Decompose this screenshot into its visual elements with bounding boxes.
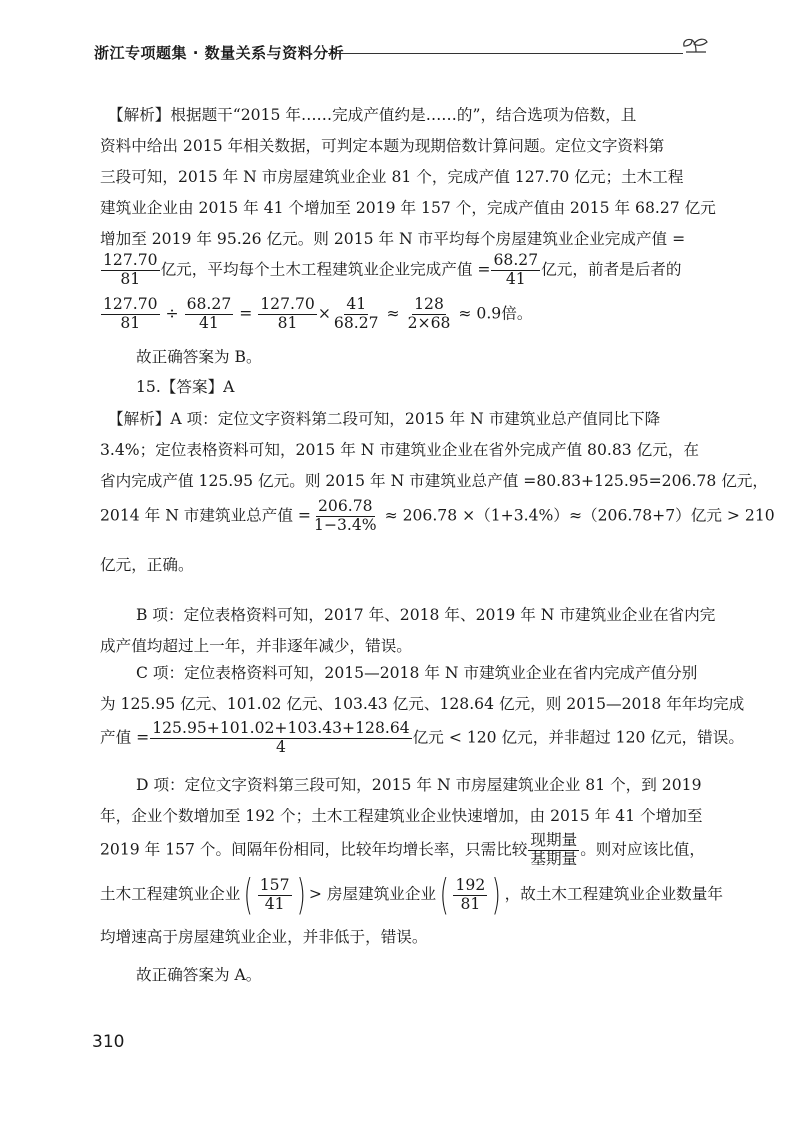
running-header: [94, 36, 714, 68]
text-line: B 项：定位表格资料可知，2017 年、2018 年、2019 年 N 市建筑业企业在省内完: [136, 606, 716, 624]
formula-line: $\frac{127.70}{81}$ ÷ $\frac{68.27}{41}$ = $\frac{127.70}{81}$ × $\frac{41}{68.27}$ ≈ $\frac{128}{2\times 68}$ ≈ 0.9倍。: [103, 295, 533, 332]
sprout-icon: [680, 36, 714, 66]
text-line: 故正确答案为 A。: [136, 966, 262, 984]
header-rule: [328, 53, 683, 54]
fraction: $\frac{192}{81}$: [455, 875, 486, 913]
text-line: 三段可知，2015 年 N 市房屋建筑业企业 81 个，完成产值 127.70 亿元；土木工程: [100, 168, 684, 186]
text-line: 故正确答案为 B。: [136, 348, 262, 366]
answer-heading: 15.【答案】A: [136, 378, 235, 396]
text-line: 均增速高于房屋建筑业企业，并非低于，错误。: [100, 928, 428, 946]
fraction: $\frac{\text{现期量}}{\text{基期量}}$: [530, 831, 578, 868]
fraction: $\frac{128}{2\times 68}$: [407, 295, 451, 332]
text-line: D 项：定位文字资料第三段可知，2015 年 N 市房屋建筑业企业 81 个，到 2019: [136, 776, 702, 794]
formula-line: 2014 年 N 市建筑业总产值 = $\frac{206.78}{1-3.4\%}$ ≈ 206.78 ×（1+3.4%）≈（206.78+7）亿元 > 210: [100, 497, 775, 534]
text-line: 亿元，正确。: [100, 556, 194, 574]
fraction: $\frac{127.70}{81}$: [260, 295, 315, 332]
formula-line: 产值 = $\frac{125.95+101.02+103.43+128.64}{4}$ 亿元 < 120 亿元，并非超过 120 亿元，错误。: [100, 719, 744, 756]
formula-line: 土木工程建筑业企业 ( $\frac{157}{41}$ ) > 房屋建筑业企业 ( $\frac{192}{81}$ ) ，故土木工程建筑业企业数量年: [100, 870, 723, 919]
text-line: 【解析】根据题干“2015 年……完成产值约是……的”，结合选项为倍数，且: [108, 106, 637, 124]
text-line: 省内完成产值 125.95 亿元。则 2015 年 N 市建筑业总产值 =80.83+125.95=206.78 亿元，: [100, 472, 768, 490]
fraction: $\frac{41}{68.27}$: [333, 295, 379, 332]
text-line: 【解析】A 项：定位文字资料第二段可知，2015 年 N 市建筑业总产值同比下降: [108, 410, 661, 428]
text-line: 年，企业个数增加至 192 个；土木工程建筑业企业快速增加，由 2015 年 41 个增加至: [100, 807, 703, 825]
fraction: $\frac{206.78}{1-3.4\%}$: [313, 497, 377, 534]
text-line: 为 125.95 亿元、101.02 亿元、103.43 亿元、128.64 亿元，则 2015—2018 年年均完成: [100, 695, 745, 713]
parenthesized-fraction: ( $\frac{157}{41}$ ): [244, 870, 306, 919]
text-line-with-fractions: $\frac{127.70}{81}$ 亿元，平均每个土木工程建筑业企业完成产值 = $\frac{68.27}{41}$ 亿元，前者是后者的: [103, 251, 682, 288]
text-line: 3.4%；定位表格资料可知，2015 年 N 市建筑业企业在省外完成产值 80.83 亿元，在: [100, 441, 699, 459]
header-title: 浙江专项题集 · 数量关系与资料分析: [94, 44, 345, 62]
text-line: C 项：定位表格资料可知，2015—2018 年 N 市建筑业企业在省内完成产值分别: [136, 664, 698, 682]
fraction: $\frac{157}{41}$: [259, 875, 290, 913]
formula-line: 2019 年 157 个。间隔年份相同，比较年均增长率，只需比较 $\frac{\text{现期量}}{\text{基期量}}$ 。则对应该比值，: [100, 831, 705, 868]
text-line: 增加至 2019 年 95.26 亿元。则 2015 年 N 市平均每个房屋建筑业企业完成产值 =: [100, 230, 686, 248]
fraction: $\frac{68.27}{41}$: [493, 251, 539, 288]
fraction: $\frac{125.95+101.02+103.43+128.64}{4}$: [152, 719, 410, 756]
parenthesized-fraction: ( $\frac{192}{81}$ ): [439, 870, 501, 919]
fraction: $\frac{68.27}{41}$: [186, 295, 232, 332]
fraction: $\frac{127.70}{81}$: [103, 251, 158, 288]
text-line: 建筑业企业由 2015 年 41 个增加至 2019 年 157 个，完成产值由 2015 年 68.27 亿元: [100, 199, 716, 217]
fraction: $\frac{127.70}{81}$: [103, 295, 158, 332]
page-number: 310: [92, 1032, 125, 1052]
text-line: 成产值均超过上一年，并非逐年减少，错误。: [100, 637, 412, 655]
text-line: 资料中给出 2015 年相关数据，可判定本题为现期倍数计算问题。定位文字资料第: [100, 137, 665, 155]
